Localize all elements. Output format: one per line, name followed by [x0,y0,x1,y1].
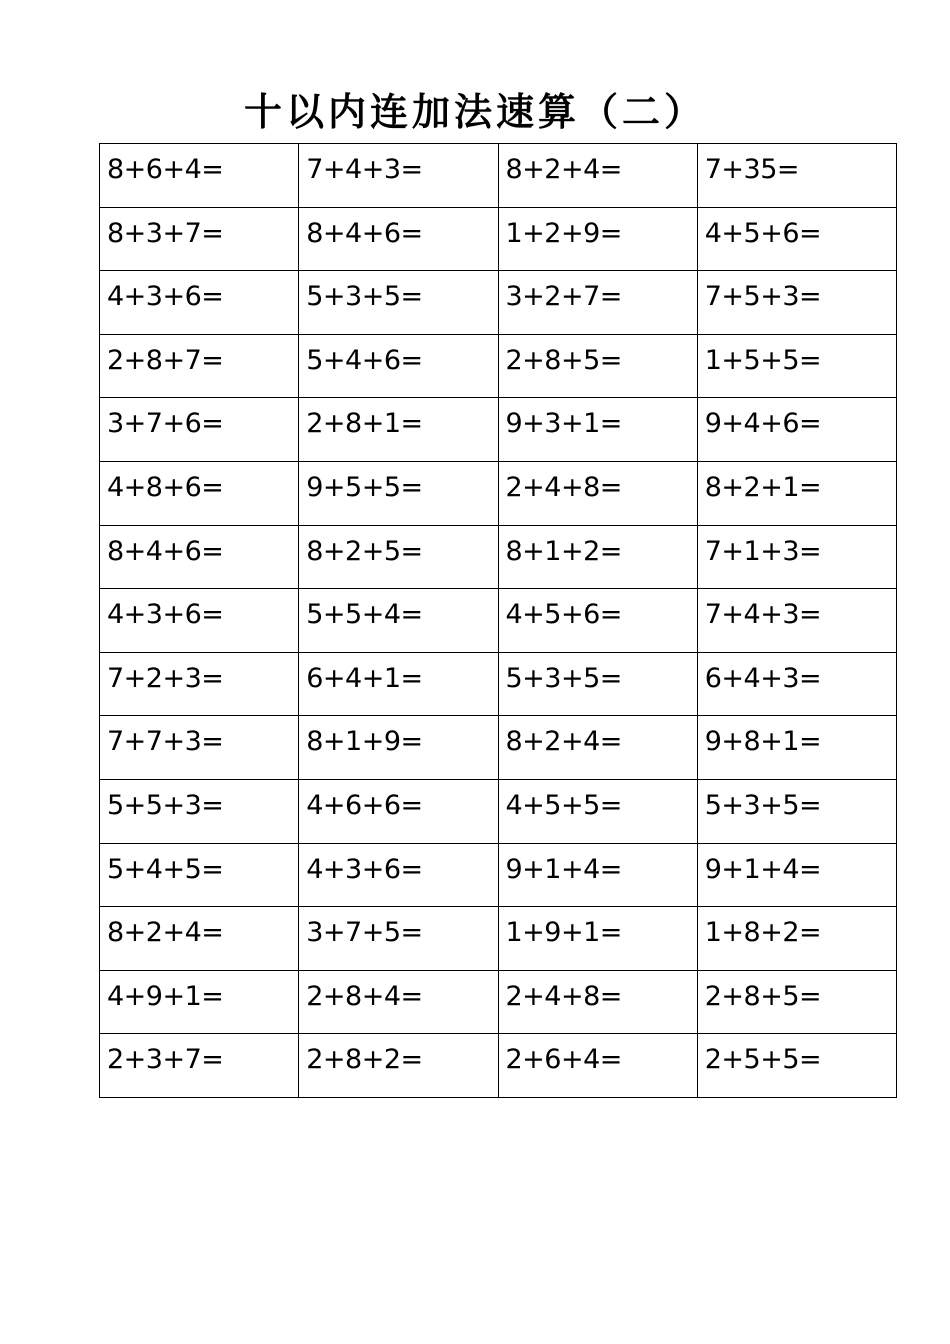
problem-text: 2+8+5= [704,980,822,1012]
table-row [100,398,897,462]
problem-cell [299,144,498,208]
problem-text: 9+3+1= [505,408,622,440]
problem-cell [697,907,896,971]
problem-text: 9+4+6= [704,408,822,440]
problem-cell [697,461,896,525]
problem-text: 7+4+3= [306,154,423,185]
problem-cell [697,970,896,1034]
problem-cell [498,461,697,525]
table-row [100,271,897,335]
problem-text: 4+5+5= [505,789,622,821]
problem-text: 8+3+7= [107,217,224,249]
problem-cell [299,907,498,971]
problem-text: 2+3+7= [107,1044,224,1076]
problem-cell [100,907,299,971]
problem-cell [299,843,498,907]
problem-cell [697,716,896,780]
problem-cell [100,970,299,1034]
problem-cell [697,843,896,907]
problem-cell [697,144,896,208]
problem-cell [697,589,896,653]
problem-text: 4+3+6= [107,281,224,313]
problem-text: 5+5+3= [107,789,224,821]
problem-cell [498,144,697,208]
problem-cell [299,779,498,843]
table-row [100,970,897,1034]
table-row [100,779,897,843]
problem-text: 9+8+1= [704,726,822,758]
problem-cell [498,398,697,462]
problem-table-body [100,144,897,1098]
problem-text: 7+7+3= [107,726,224,758]
problem-cell [498,1034,697,1098]
problem-text: 7+1+3= [704,535,822,567]
problem-text: 9+1+4= [704,853,822,885]
problem-text: 2+8+5= [505,344,622,376]
problem-text: 3+7+5= [306,917,423,949]
problem-cell [299,525,498,589]
problem-cell [697,271,896,335]
problem-text: 4+6+6= [306,789,423,821]
problem-text: 4+3+6= [107,599,224,631]
problem-text: 2+8+1= [306,408,423,440]
problem-cell [299,398,498,462]
problem-cell [100,779,299,843]
problem-text: 5+3+5= [306,281,423,313]
problem-text: 2+6+4= [505,1044,622,1076]
problem-cell [100,271,299,335]
problem-text: 3+2+7= [505,281,622,313]
problem-cell [498,716,697,780]
problem-cell [697,207,896,271]
problem-text: 8+2+4= [505,726,622,758]
problem-text: 8+6+4= [107,154,224,185]
table-row [100,843,897,907]
problem-text: 4+3+6= [306,853,423,885]
problem-cell [100,144,299,208]
problem-text: 2+8+2= [306,1044,423,1076]
problem-cell [498,907,697,971]
problem-text: 8+2+4= [107,917,224,949]
problem-text: 3+7+6= [107,408,224,440]
problem-cell [299,716,498,780]
problem-text: 2+4+8= [505,471,622,503]
problem-text: 2+4+8= [505,980,622,1012]
problem-cell [100,398,299,462]
table-row [100,525,897,589]
problem-cell [697,1034,896,1098]
problem-text: 8+2+5= [306,535,423,567]
table-row [100,907,897,971]
problem-text: 8+4+6= [107,535,224,567]
problem-cell [697,779,896,843]
problem-text: 6+4+3= [704,662,822,694]
table-row [100,461,897,525]
problem-cell [100,207,299,271]
problem-cell [498,779,697,843]
problem-cell [498,207,697,271]
table-row [100,716,897,780]
problem-text: 7+35= [704,154,800,185]
problem-cell [100,589,299,653]
table-row [100,334,897,398]
problem-text: 8+4+6= [306,217,423,249]
table-row [100,144,897,208]
page-title: 十以内连加法速算（二） [243,89,706,135]
problem-cell [100,334,299,398]
problem-text: 8+1+2= [505,535,622,567]
problem-text: 5+3+5= [704,789,822,821]
problem-text: 4+8+6= [107,471,224,503]
table-row [100,207,897,271]
table-row [100,589,897,653]
problem-cell [498,970,697,1034]
problem-text: 8+1+9= [306,726,423,758]
problem-cell [299,461,498,525]
problem-cell [498,843,697,907]
problem-text: 5+4+5= [107,853,224,885]
problem-text: 6+4+1= [306,662,423,694]
problem-cell [299,207,498,271]
problem-cell [299,1034,498,1098]
problem-text: 5+5+4= [306,599,423,631]
problem-cell [299,970,498,1034]
problem-cell [100,716,299,780]
problem-cell [498,334,697,398]
problem-cell [697,652,896,716]
problem-cell [100,1034,299,1098]
problem-cell [697,334,896,398]
problem-cell [100,525,299,589]
problem-text: 4+5+6= [505,599,622,631]
problem-cell [100,461,299,525]
problem-text: 1+9+1= [505,917,622,949]
problem-cell [697,525,896,589]
problem-text: 2+8+4= [306,980,423,1012]
problem-text: 7+2+3= [107,662,224,694]
problem-cell [299,652,498,716]
problem-cell [100,652,299,716]
problem-text: 5+4+6= [306,344,423,376]
problem-text: 5+3+5= [505,662,622,694]
problem-text: 1+2+9= [505,217,622,249]
problem-text: 7+5+3= [704,281,822,313]
table-row [100,1034,897,1098]
problem-text: 4+9+1= [107,980,224,1012]
problem-cell [299,271,498,335]
problem-table [99,143,897,1098]
problem-text: 9+5+5= [306,471,423,503]
problem-text: 8+2+4= [505,154,622,185]
problem-cell [299,334,498,398]
table-row [100,652,897,716]
problem-text: 1+8+2= [704,917,822,949]
problem-text: 1+5+5= [704,344,822,376]
problem-cell [100,843,299,907]
problem-text: 2+8+7= [107,344,224,376]
problem-text: 2+5+5= [704,1044,822,1076]
problem-text: 8+2+1= [704,471,822,503]
problem-cell [498,589,697,653]
problem-cell [498,271,697,335]
problem-cell [498,525,697,589]
problem-cell [299,589,498,653]
problem-cell [498,652,697,716]
problem-text: 9+1+4= [505,853,622,885]
problem-text: 4+5+6= [704,217,822,249]
problem-text: 7+4+3= [704,599,822,631]
problem-cell [697,398,896,462]
